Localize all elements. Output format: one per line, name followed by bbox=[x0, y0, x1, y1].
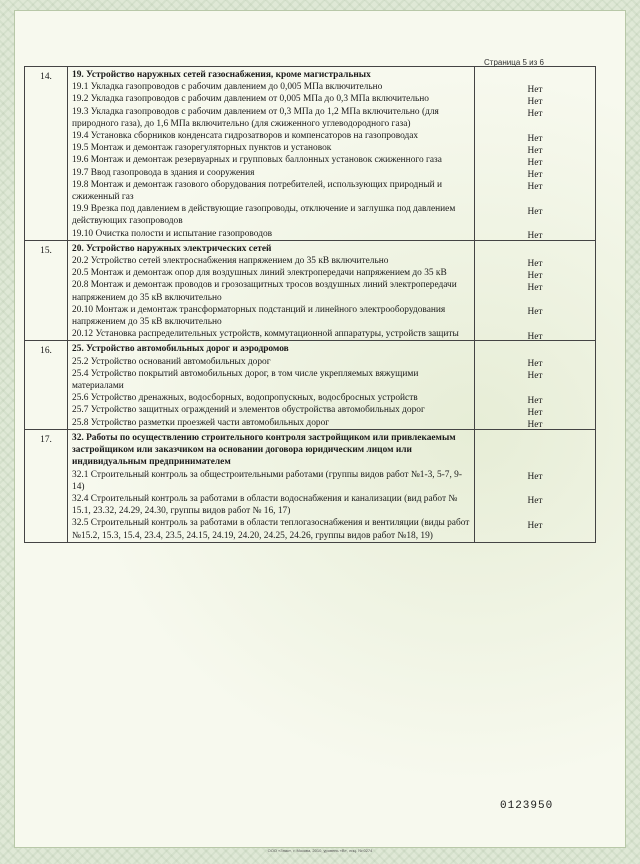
work-item-value: Нет bbox=[527, 270, 543, 281]
work-item-value: Нет bbox=[527, 407, 543, 418]
row-number: 15. bbox=[25, 240, 68, 341]
work-item: 20.5 Монтаж и демонтаж опор для воздушных линий электропередачи напряжением до 35 кВ bbox=[72, 268, 447, 279]
row-number: 17. bbox=[25, 429, 68, 542]
work-value-column bbox=[475, 429, 596, 542]
work-item: 25.4 Устройство покрытий автомобильных дорог, в том числе укрепляемых вяжущими материалами bbox=[72, 368, 419, 392]
work-value-column bbox=[475, 67, 596, 241]
table-row bbox=[25, 429, 596, 542]
work-description bbox=[68, 67, 475, 241]
work-group-heading: 32. Работы по осуществлению строительного контроля застройщиком или привлекаемым застройщиком или заказчиком на основании договора юридическим лицом или индивидуальным предпринимателем bbox=[72, 432, 456, 468]
work-value-column bbox=[475, 341, 596, 429]
work-item-value: Нет bbox=[527, 395, 543, 406]
work-item: 19.9 Врезка под давлением в действующие газопроводы, отключение и заглушка под давлением действующих газопроводов bbox=[72, 204, 456, 227]
work-item: 25.7 Устройство защитных ограждений и элементов обустройства автомобильных дорог bbox=[72, 405, 425, 416]
row-number: 14. bbox=[25, 67, 68, 241]
work-item-value: Нет bbox=[527, 371, 543, 382]
work-item: 25.6 Устройство дренажных, водосборных, водопропускных, водосбросных устройств bbox=[72, 393, 418, 404]
work-item: 19.1 Укладка газопроводов с рабочим давлением до 0,005 МПа включительно bbox=[72, 82, 383, 93]
page-number: Страница 5 из 6 bbox=[484, 58, 544, 67]
work-item-value: Нет bbox=[527, 145, 543, 156]
printer-footer: ООО «Знак», г. Москва, 2010, уровень «В», лиц. № 0274 bbox=[267, 848, 373, 853]
work-item: 20.8 Монтаж и демонтаж проводов и грозозащитных тросов воздушных линий электропередачи напряжением до 35 кВ включительно bbox=[72, 280, 457, 303]
work-item-value: Нет bbox=[527, 472, 543, 482]
work-description bbox=[68, 240, 475, 341]
work-item-value: Нет bbox=[527, 359, 543, 370]
work-item-value: Нет bbox=[527, 109, 543, 120]
work-item-value: Нет bbox=[527, 182, 543, 193]
work-item: 19.5 Монтаж и демонтаж газорегуляторных пунктов и установок bbox=[72, 143, 332, 154]
work-item: 25.2 Устройство оснований автомобильных дорог bbox=[72, 356, 271, 367]
work-item: 19.2 Укладка газопроводов с рабочим давлением от 0,005 МПа до 0,3 МПа включительно bbox=[72, 94, 429, 105]
work-item-value: Нет bbox=[527, 282, 543, 293]
work-item: 32.1 Строительный контроль за общестроительными работами (группы видов работ №1-3, 5-7, 9-14) bbox=[72, 469, 462, 492]
work-item-value: Нет bbox=[527, 206, 543, 217]
work-item-value: Нет bbox=[527, 307, 543, 318]
work-group-heading: 25. Устройство автомобильных дорог и аэродромов bbox=[72, 344, 289, 355]
work-item-value: Нет bbox=[527, 420, 543, 431]
work-item: 19.10 Очистка полости и испытание газопроводов bbox=[72, 228, 273, 239]
work-item: 19.4 Установка сборников конденсата гидрозатворов и компенсаторов на газопроводах bbox=[72, 131, 419, 142]
work-item-value: Нет bbox=[527, 496, 543, 507]
work-item: 32.4 Строительный контроль за работами в области водоснабжения и канализации (вид работ № 15.1, 23.32, 24.29, 24.30, группы видов работ № 16, 17) bbox=[72, 493, 458, 517]
work-item-value: Нет bbox=[527, 520, 543, 531]
work-group-heading: 20. Устройство наружных электрических сетей bbox=[72, 243, 272, 254]
work-item-value: Нет bbox=[527, 84, 543, 95]
work-item-value: Нет bbox=[527, 258, 543, 269]
work-item: 19.8 Монтаж и демонтаж газового оборудования потребителей, использующих природный и сжиженный газ bbox=[72, 179, 443, 203]
work-description bbox=[68, 341, 475, 429]
work-value-column bbox=[475, 240, 596, 341]
work-item: 32.5 Строительный контроль за работами в области теплогазоснабжения и вентиляции (виды работ №15.2, 15.3, 15.4, 23.4, 23.5, 24.15, 24.19, 24.20, 24.25, 24.26, группы видов работ №18, 19) bbox=[72, 518, 470, 541]
work-item-value: Нет bbox=[527, 170, 543, 181]
serial-number: 0123950 bbox=[500, 800, 554, 812]
work-item: 19.3 Укладка газопроводов с рабочим давлением от 0,3 МПа до 1,2 МПа включительно (для природного газа), до 1,6 МПа включительно (для сжиженного углеводородного газа) bbox=[72, 106, 439, 129]
table-row bbox=[25, 67, 596, 241]
work-item-value: Нет bbox=[527, 133, 543, 144]
work-item: 20.2 Устройство сетей электроснабжения напряжением до 35 кВ включительно bbox=[72, 256, 389, 267]
work-item-value: Нет bbox=[527, 331, 543, 342]
works-table bbox=[24, 66, 596, 543]
work-group-heading: 19. Устройство наружных сетей газоснабжения, кроме магистральных bbox=[72, 70, 371, 80]
table-row bbox=[25, 341, 596, 429]
work-item: 19.6 Монтаж и демонтаж резервуарных и групповых баллонных установок сжиженного газа bbox=[72, 155, 442, 166]
row-number: 16. bbox=[25, 341, 68, 429]
work-item-value: Нет bbox=[527, 231, 543, 242]
work-item: 20.12 Установка распределительных устройств, коммутационной аппаратуры, устройств защиты bbox=[72, 329, 459, 340]
work-description bbox=[68, 429, 475, 542]
work-item-value: Нет bbox=[527, 157, 543, 168]
work-item: 19.7 Ввод газопровода в здания и сооружения bbox=[72, 167, 255, 178]
work-item: 25.8 Устройство разметки проезжей части автомобильных дорог bbox=[72, 417, 330, 428]
table-row bbox=[25, 240, 596, 341]
work-item-value: Нет bbox=[527, 96, 543, 107]
work-item: 20.10 Монтаж и демонтаж трансформаторных подстанций и линейного электрооборудования напряжением до 35 кВ включительно bbox=[72, 304, 446, 328]
